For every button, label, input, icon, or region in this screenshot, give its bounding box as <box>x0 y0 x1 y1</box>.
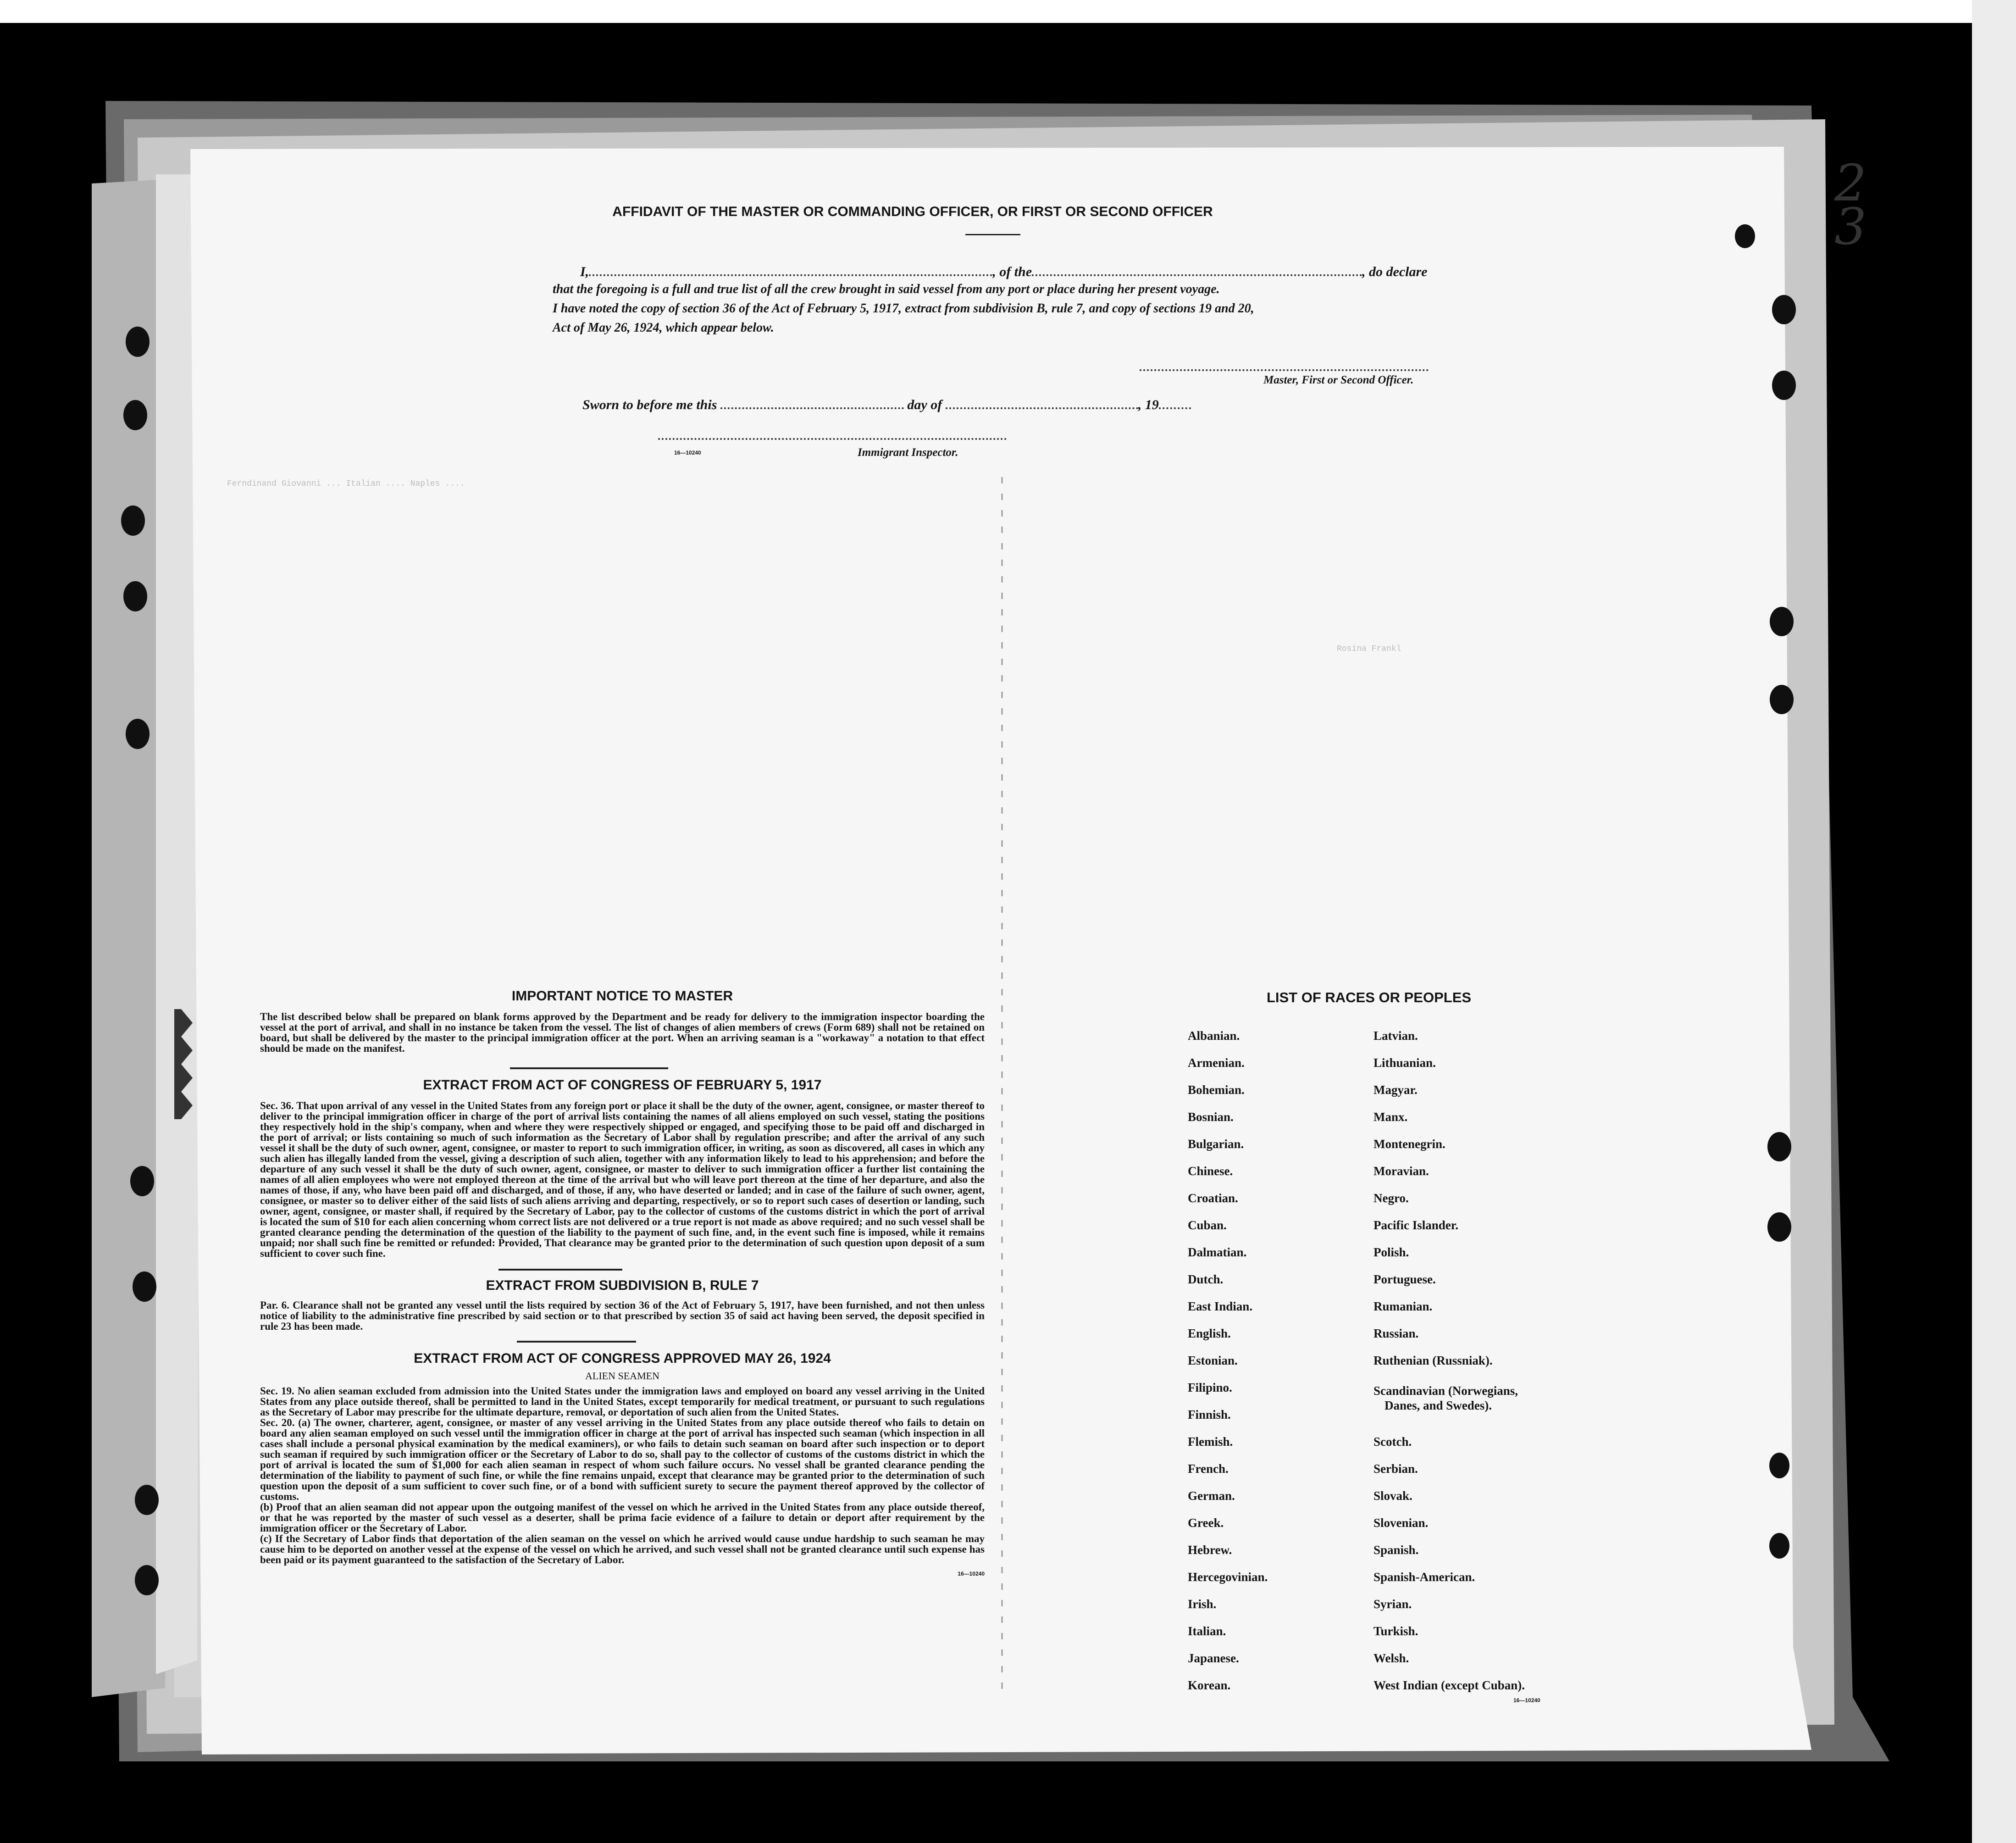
race-item: German. <box>1188 1489 1235 1503</box>
sworn-line <box>582 394 1191 413</box>
race-item: Serbian. <box>1374 1462 1418 1476</box>
race-item: Bohemian. <box>1188 1083 1245 1097</box>
race-item: Russian. <box>1374 1327 1419 1340</box>
race-item: Polish. <box>1374 1245 1409 1259</box>
race-item: Japanese. <box>1188 1651 1239 1665</box>
race-item: Moravian. <box>1374 1164 1429 1178</box>
i-label: I, <box>580 264 589 279</box>
race-item: Syrian. <box>1374 1597 1412 1611</box>
extract-1924-title: EXTRACT FROM ACT OF CONGRESS APPROVED MAY 26, 1924 <box>414 1351 831 1366</box>
race-item: Montenegrin. <box>1374 1137 1446 1151</box>
race-item: Cuban. <box>1188 1218 1227 1232</box>
race-item: East Indian. <box>1188 1299 1253 1313</box>
race-item: Latvian. <box>1374 1029 1418 1043</box>
affidavit-title: AFFIDAVIT OF THE MASTER OR COMMANDING OFFICER, OR FIRST OR SECOND OFFICER <box>612 204 1213 219</box>
master-signature-label: Master, First or Second Officer. <box>1263 374 1414 386</box>
extract-1917-title: EXTRACT FROM ACT OF CONGRESS OF FEBRUARY 5, 1917 <box>423 1077 822 1093</box>
race-item: Spanish. <box>1374 1543 1419 1557</box>
affidavit-line-2: that the foregoing is a full and true list of all the crew brought in said vessel from any port or place during her present voyage. <box>553 282 1220 296</box>
race-item: Hercegovinian. <box>1188 1570 1268 1584</box>
race-item: Irish. <box>1188 1597 1217 1611</box>
race-item: Spanish-American. <box>1374 1570 1475 1584</box>
bleed-through-text: Rosina Frankl <box>1337 644 1401 654</box>
inspector-label: Immigrant Inspector. <box>858 446 958 459</box>
affidavit-title-rule <box>965 234 1020 235</box>
race-item: Korean. <box>1188 1678 1231 1692</box>
alien-seamen-subtitle: ALIEN SEAMEN <box>585 1370 659 1382</box>
race-item: Bosnian. <box>1188 1110 1234 1124</box>
races-right-column <box>1374 1029 1630 1717</box>
month-field[interactable] <box>946 394 1138 409</box>
sec-20b-text: (b) Proof that an alien seaman did not appear upon the outgoing manifest of the vessel on which he arrived in the United States from any place outside thereof, or that he was reported by the master of such vessel as a deserter, shall be prima facie evidence of a failure to detain or deport after requirement by the immigration officer or the Secretary of Labor. <box>260 1501 985 1534</box>
race-item: Greek. <box>1188 1516 1224 1530</box>
races-left-column <box>1188 1029 1362 1717</box>
bleed-through-text: Ferndinand Giovanni ... Italian .... Naples .... <box>227 479 465 489</box>
race-item: Dutch. <box>1188 1272 1224 1286</box>
form-sheet <box>190 149 1786 1754</box>
extract-1924-form-number: 16—10240 <box>958 1571 985 1577</box>
race-item: Finnish. <box>1188 1408 1231 1421</box>
race-item: English. <box>1188 1327 1231 1340</box>
vessel-field[interactable] <box>1032 261 1362 276</box>
race-item: Slovenian. <box>1374 1516 1429 1530</box>
race-item: Estonian. <box>1188 1354 1238 1367</box>
left-legal-column <box>260 988 985 1577</box>
race-item: Italian. <box>1188 1624 1226 1638</box>
handwritten-page-number-top: 2 <box>1834 154 1866 212</box>
sec-20a-text: Sec. 20. (a) The owner, charterer, agent, consignee, or master of any vessel arriving in the United States from any place outside thereof who fails to detain on board any alien seaman employed on such vessel until the immigration officer in charge at the port of arrival has inspected such seaman (which inspection in all cases shall include a personal physical examination by the medical examiners), or who fails to detain such seaman on board after such inspection or to deport such seaman if required by such immigration officer or the Secretary of Labor to do so, shall pay to the collector of customs of the customs district in which the port of arrival is located the sum of $1,000 for each alien seaman in respect of whom such failure occurs. No vessel shall be granted clearance pending the determination of the liability to payment of such fine, or while the fine remains unpaid, except that clearance may be granted prior to the determination of such question upon the deposit of a sum sufficient to cover such fine, or of a bond with sufficient surety to secure the payment thereof approved by the collector of customs. <box>260 1417 985 1502</box>
races-form-number: 16—10240 <box>1513 1697 1540 1704</box>
affidavit-line-3: I have noted the copy of section 36 of the Act of February 5, 1917, extract from subdivision B, rule 7, and copy of sections 19 and 20, <box>553 301 1254 316</box>
race-item: Pacific Islander. <box>1374 1218 1458 1232</box>
handwritten-page-number-bottom: 3 <box>1834 197 1866 256</box>
race-item: Flemish. <box>1188 1435 1233 1449</box>
notice-title: IMPORTANT NOTICE TO MASTER <box>511 988 733 1004</box>
year-label: , 19 <box>1138 397 1159 412</box>
affidavit-line-4: Act of May 26, 1924, which appear below. <box>553 321 774 335</box>
year-field[interactable] <box>1159 394 1191 409</box>
do-declare-label: , do declare <box>1362 264 1428 279</box>
race-item: Manx. <box>1374 1110 1408 1124</box>
race-item: Slovak. <box>1374 1489 1412 1503</box>
race-item: Scandinavian (Norwegians, <box>1374 1384 1518 1398</box>
race-item: Welsh. <box>1374 1651 1409 1665</box>
extract-1917-rule <box>498 1269 622 1271</box>
subdivision-b-rule <box>517 1341 636 1343</box>
race-item: Ruthenian (Russniak). <box>1374 1354 1493 1367</box>
race-item: Dalmatian. <box>1188 1245 1247 1259</box>
race-item: Albanian. <box>1188 1029 1240 1043</box>
race-item: Rumanian. <box>1374 1299 1433 1313</box>
affidavit-form-number: 16—10240 <box>674 450 701 456</box>
subdivision-b-text: Par. 6. Clearance shall not be granted any vessel until the lists required by section 36 of the Act of February 5, 1917, have been furnished, and not then unless notice of liability to the administrative fine prescribed by said section or to that prescribed by section 35 of said act having been served, the deposit specified in rule 23 has been made. <box>260 1299 985 1332</box>
race-item: Magyar. <box>1374 1083 1418 1097</box>
master-signature-field[interactable] <box>1140 369 1429 371</box>
race-item: Bulgarian. <box>1188 1137 1244 1151</box>
day-field[interactable] <box>720 394 904 409</box>
race-item: West Indian (except Cuban). <box>1374 1678 1525 1692</box>
notice-text: The list described below shall be prepared on blank forms approved by the Department and be ready for delivery to the immigration inspector boarding the vessel at the port of arrival, and shall in no instance be taken from the vessel. The list of changes of alien members of crews (Form 689) shall not be retained on board, but shall be delivered by the master to the principal immigration officer at the port. When an arriving seaman is a "workaway" a notation to that effect should be made on the manifest. <box>260 1011 985 1054</box>
sec-19-text: Sec. 19. No alien seaman excluded from admission into the United States under the immigration laws and employed on board any vessel arriving in the United States from any place outside thereof, shall be permitted to land in the United States, except temporarily for medical treatment, or pursuant to such regulations as the Secretary of Labor may prescribe for the ultimate departure, removal, or deportation of such alien from the United States. <box>260 1385 985 1418</box>
sworn-label: Sworn to before me this <box>582 397 717 412</box>
name-field[interactable] <box>589 261 992 276</box>
race-item: Hebrew. <box>1188 1543 1232 1557</box>
extract-1917-text: Sec. 36. That upon arrival of any vessel in the United States from any foreign port or place it shall be the duty of the owner, agent, consignee, or master thereof to deliver to the principal immigration officer in charge of the port of arrival lists containing the names of all aliens employed on such vessel, stating the positions they respectively hold in the ship's company, when and where they were respectively shipped or engaged, and specifying those to be paid off and discharged in the port of arrival; or lists containing so much of such information as the Secretary of Labor shall by regulation prescribe; and after the arrival of any such vessel it shall be the duty of such owner, agent, consignee, or master to report to such immigration officer, in writing, as soon as discovered, all cases in which any such alien has illegally landed from the vessel, giving a description of such alien, together with any information likely to lead to his apprehension; and before the departure of any such vessel it shall be the duty of such owner, agent, consignee, or master to deliver to such immigration officer a further list containing the names of all alien employees who were not employed thereon at the time of the arrival but who will leave port thereon at the time of her departure, and also the names of those, if any, who have been paid off and discharged, and of those, if any, who have deserted or landed; and in case of the failure of such owner, agent, consignee, or master so to deliver either of the said lists of such aliens arriving and departing, respectively, or so to report such cases of desertion or landing, such owner, agent, consignee, or master shall, if required by the Secretary of Labor, pay to the collector of customs of the customs district in which the port of arrival is located the sum of $10 for each alien concerning whom correct lists are not delivered or a true report is not made as above required; and no such vessel shall be granted clearance pending the determination of the question of the liability to the payment of such fine, and, in the event such fine is imposed, while it remains unpaid; nor shall such fine be remitted or refunded: Provided, That clearance may be granted prior to the determination of such question upon deposit of a sum sufficient to cover such fine. <box>260 1100 985 1259</box>
races-title: LIST OF RACES OR PEOPLES <box>1266 989 1472 1005</box>
race-item: Filipino. <box>1188 1381 1232 1394</box>
race-item: Croatian. <box>1188 1191 1238 1205</box>
race-item: Negro. <box>1374 1191 1409 1205</box>
sec-20c-text: (c) If the Secretary of Labor finds that deportation of the alien seaman on the vessel on which he arrived would cause undue hardship to such seaman he may cause him to be deported on another vessel at the expense of the vessel on which he arrived, and such vessel shall not be granted clearance until such expense has been paid or its payment guaranteed to the satisfaction of the Secretary of Labor. <box>260 1533 985 1565</box>
race-item: Scotch. <box>1374 1435 1412 1449</box>
race-item: Chinese. <box>1188 1164 1233 1178</box>
inspector-signature-field[interactable] <box>658 438 1007 440</box>
subdivision-b-title: EXTRACT FROM SUBDIVISION B, RULE 7 <box>486 1278 759 1293</box>
race-item: Lithuanian. <box>1374 1056 1436 1070</box>
of-the-label: , of the <box>992 264 1032 279</box>
affidavit-line-1 <box>580 261 1427 280</box>
race-item: Armenian. <box>1188 1056 1245 1070</box>
day-of-label: day of <box>907 397 942 412</box>
race-item: Turkish. <box>1374 1624 1418 1638</box>
race-item: French. <box>1188 1462 1229 1476</box>
race-item: Portuguese. <box>1374 1272 1436 1286</box>
notice-rule <box>510 1067 668 1069</box>
race-item: Danes, and Swedes). <box>1385 1399 1492 1412</box>
